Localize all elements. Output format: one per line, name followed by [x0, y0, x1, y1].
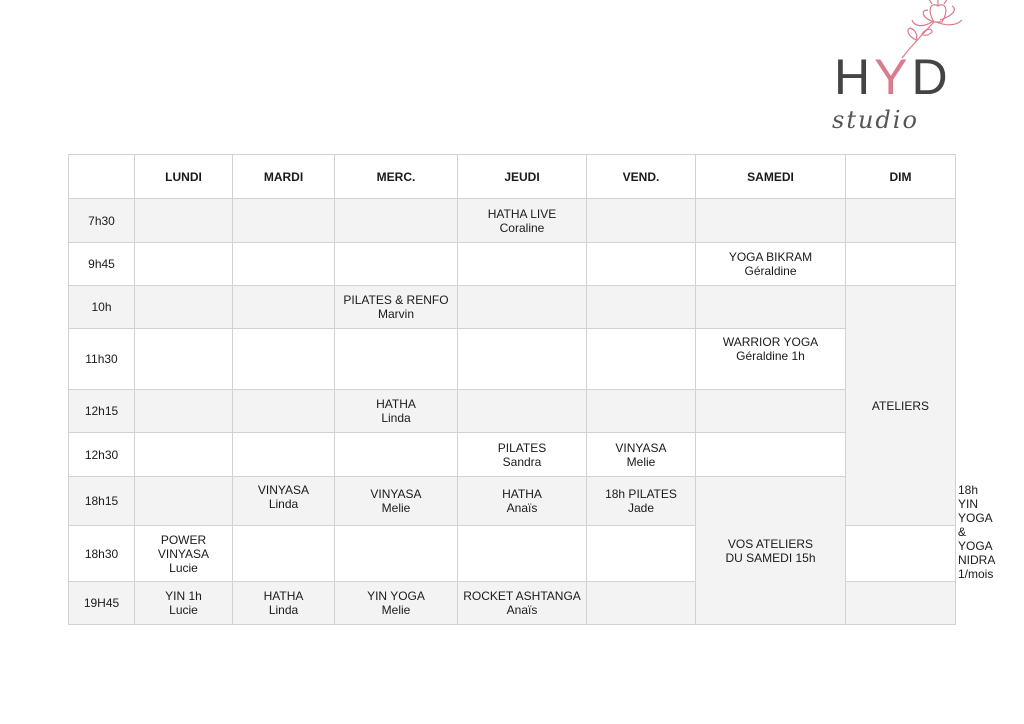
day-header-dim: DIM — [846, 155, 956, 199]
empty-cell — [458, 243, 587, 286]
empty-cell — [587, 582, 696, 625]
empty-cell — [233, 329, 335, 390]
class-title: HATHA LIVE — [487, 206, 557, 221]
class-cell — [696, 329, 846, 390]
empty-cell — [135, 329, 233, 390]
instructor-name: Melie — [626, 454, 656, 469]
empty-cell — [587, 390, 696, 433]
empty-cell — [846, 243, 956, 286]
instructor-name: Lucie — [169, 560, 198, 575]
day-header-jeudi: JEUDI — [458, 155, 587, 199]
class-title: ROCKET ASHTANGA — [463, 589, 581, 603]
empty-cell — [696, 286, 846, 329]
empty-cell — [135, 243, 233, 286]
studio-logo — [826, 0, 976, 140]
table-row: 18h15 VINYASA Linda VINYASA Melie HATHA Anaïs 18h PILATES Jade VOS ATELIERS DU SAMEDI 15h 18h YIN YOGA & YOGA NIDRA 1/mois — [69, 477, 956, 526]
class-title: VINYASA — [157, 546, 210, 561]
class-title: WARRIOR YOGA — [722, 335, 819, 349]
class-title: VINYASA — [257, 483, 310, 497]
day-header-merc: MERC. — [335, 155, 458, 199]
empty-cell — [458, 286, 587, 329]
empty-cell — [587, 243, 696, 286]
class-title: YOGA BIKRAM — [728, 250, 813, 264]
time-cell: 7h30 — [69, 199, 135, 243]
class-cell — [335, 286, 458, 329]
class-cell — [335, 582, 458, 625]
instructor-name: Géraldine — [744, 264, 797, 278]
empty-cell — [135, 433, 233, 477]
empty-cell — [135, 286, 233, 329]
class-cell — [458, 582, 587, 625]
time-cell: 9h45 — [69, 243, 135, 286]
header-row — [69, 155, 956, 199]
empty-cell — [587, 199, 696, 243]
time-cell: 12h30 — [69, 433, 135, 477]
table-row — [69, 433, 956, 477]
instructor-name: Melie — [381, 501, 411, 516]
instructor-name: Linda — [268, 603, 299, 617]
instructor-name: Melie — [381, 603, 411, 617]
class-title: 18h PILATES — [605, 487, 677, 502]
empty-cell — [335, 329, 458, 390]
class-title: HATHA — [376, 397, 416, 411]
table-row — [69, 286, 956, 329]
time-cell: 18h30 — [69, 526, 135, 582]
time-cell: 19H45 — [69, 582, 135, 625]
empty-cell — [233, 390, 335, 433]
instructor-name: Coraline — [499, 220, 545, 235]
day-header-mardi: MARDI — [233, 155, 335, 199]
class-title: YIN YOGA — [367, 589, 425, 603]
class-title: YIN 1h — [165, 589, 202, 603]
class-title: POWER — [160, 532, 207, 547]
day-header-vend: VEND. — [587, 155, 696, 199]
class-title: VINYASA — [370, 487, 422, 502]
day-header-samedi: SAMEDI — [696, 155, 846, 199]
empty-cell — [458, 329, 587, 390]
empty-cell — [135, 477, 233, 526]
empty-cell — [696, 199, 846, 243]
class-cell — [135, 526, 233, 582]
atelier-line: DU SAMEDI 15h — [725, 550, 816, 565]
class-cell — [233, 477, 335, 526]
empty-cell — [696, 433, 846, 477]
class-title: PILATES & RENFO — [343, 293, 449, 307]
class-cell — [335, 477, 458, 526]
instructor-name: Géraldine 1h — [736, 349, 805, 363]
class-cell — [458, 477, 587, 526]
empty-cell — [335, 526, 458, 582]
time-cell: 12h15 — [69, 390, 135, 433]
empty-cell — [233, 243, 335, 286]
empty-cell — [233, 199, 335, 243]
empty-cell — [335, 243, 458, 286]
empty-cell — [335, 199, 458, 243]
empty-cell — [846, 199, 956, 243]
empty-cell — [846, 582, 956, 625]
class-title: HATHA — [263, 589, 304, 603]
time-cell: 10h — [69, 286, 135, 329]
table-row — [69, 329, 956, 390]
instructor-name: Anaïs — [506, 501, 538, 516]
class-cell — [335, 390, 458, 433]
empty-cell — [135, 199, 233, 243]
empty-cell — [335, 433, 458, 477]
time-cell: 11h30 — [69, 329, 135, 390]
empty-cell — [696, 390, 846, 433]
instructor-name: Linda — [381, 411, 411, 425]
instructor-name: Marvin — [377, 307, 414, 321]
instructor-name: Lucie — [169, 603, 198, 617]
ateliers-samedi-cell — [696, 477, 846, 625]
ateliers-cell — [846, 286, 956, 526]
class-title: ATELIERS — [871, 398, 930, 413]
corner-cell — [69, 155, 135, 199]
class-cell — [587, 433, 696, 477]
empty-cell — [233, 526, 335, 582]
class-cell — [696, 243, 846, 286]
empty-cell — [135, 390, 233, 433]
class-title: HATHA — [502, 487, 542, 502]
class-cell — [233, 582, 335, 625]
atelier-line: VOS ATELIERS — [727, 536, 814, 551]
class-title: PILATES — [497, 440, 547, 455]
instructor-name: Jade — [627, 501, 655, 516]
class-cell — [587, 477, 696, 526]
empty-cell — [233, 286, 335, 329]
instructor-name: Linda — [268, 497, 299, 511]
schedule-table — [68, 154, 996, 625]
brand-wordmark: HYD — [834, 49, 952, 105]
empty-cell — [458, 526, 587, 582]
instructor-name: Sandra — [502, 454, 542, 469]
empty-cell — [587, 329, 696, 390]
class-title: VINYASA — [615, 440, 667, 455]
class-cell — [458, 433, 587, 477]
empty-cell — [587, 286, 696, 329]
class-cell — [135, 582, 233, 625]
time-cell: 18h15 — [69, 477, 135, 526]
table-row — [69, 199, 956, 243]
instructor-name: Anaïs — [506, 603, 538, 617]
class-cell — [458, 199, 587, 243]
table-row — [69, 243, 956, 286]
empty-cell — [587, 526, 696, 582]
empty-cell — [233, 433, 335, 477]
empty-cell — [458, 390, 587, 433]
day-header-lundi: LUNDI — [135, 155, 233, 199]
brand-subtitle: studio — [832, 106, 919, 134]
table-row — [69, 390, 956, 433]
